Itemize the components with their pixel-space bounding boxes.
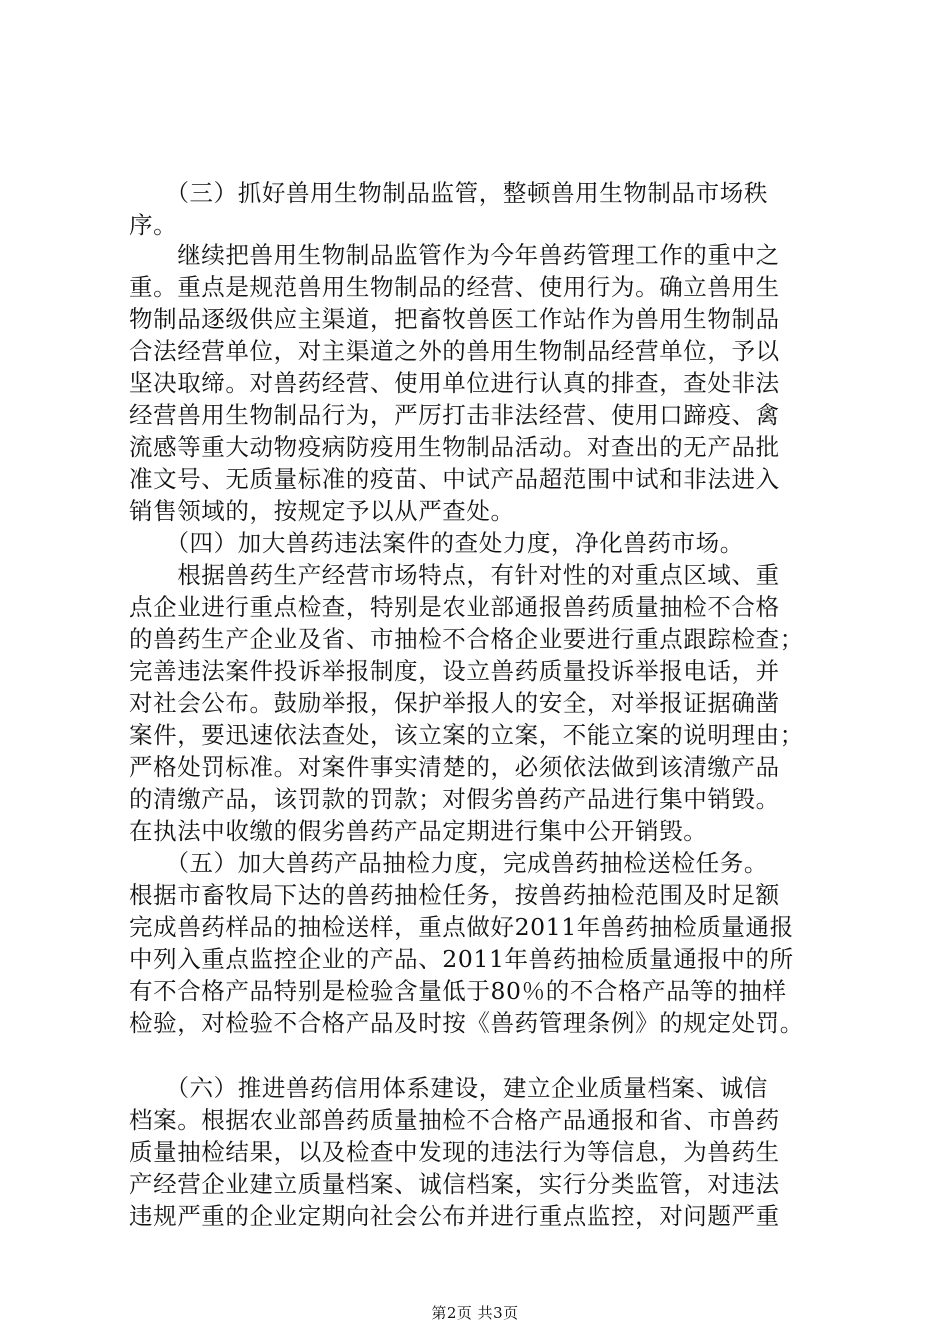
text-line: 完善违法案件投诉举报制度，设立兽药质量投诉举报电话，并 [129, 657, 780, 685]
text-line: 严格处罚标准。对案件事实清楚的，必须依法做到该清缴产品 [129, 753, 780, 781]
text-line: 经营兽用生物制品行为，严厉打击非法经营、使用口蹄疫、禽 [129, 401, 780, 429]
text-line: 档案。根据农业部兽药质量抽检不合格产品通报和省、市兽药 [129, 1106, 780, 1134]
text-line: 销售领域的，按规定予以从严查处。 [129, 497, 515, 525]
text-line: 合法经营单位，对主渠道之外的兽用生物制品经营单位，予以 [129, 337, 780, 365]
text-line: 质量抽检结果，以及检查中发现的违法行为等信息，为兽药生 [129, 1138, 780, 1166]
text-line: 根据兽药生产经营市场特点，有针对性的对重点区域、重 [129, 561, 780, 589]
text-line: 产经营企业建立质量档案、诚信档案，实行分类监管，对违法 [129, 1170, 780, 1198]
text-line: 在执法中收缴的假劣兽药产品定期进行集中公开销毁。 [129, 817, 708, 845]
text-line: 物制品逐级供应主渠道，把畜牧兽医工作站作为兽用生物制品 [129, 305, 780, 333]
page-footer: 第2页 共3页 [431, 1304, 519, 1322]
text-line: 检验，对检验不合格产品及时按《兽药管理条例》的规定处罚。 [129, 1009, 804, 1037]
text-line: 继续把兽用生物制品监管作为今年兽药管理工作的重中之 [129, 241, 780, 269]
text-line: 点企业进行重点检查，特别是农业部通报兽药质量抽检不合格 [129, 593, 780, 621]
section-heading: （四）加大兽药违法案件的查处力度，净化兽药市场。 [129, 529, 744, 557]
text-line: 流感等重大动物疫病防疫用生物制品活动。对查出的无产品批 [129, 433, 780, 461]
text-line: 案件，要迅速依法查处，该立案的立案，不能立案的说明理由； [129, 721, 804, 749]
section-heading: （六）推进兽药信用体系建设，建立企业质量档案、诚信 [129, 1074, 768, 1102]
text-line: 的清缴产品，该罚款的罚款；对假劣兽药产品进行集中销毁。 [129, 785, 780, 813]
text-line: 序。 [129, 211, 178, 239]
text-line: （三）抓好兽用生物制品监管，整顿兽用生物制品市场秩 [129, 179, 768, 207]
text-line: 的兽药生产企业及省、市抽检不合格企业要进行重点跟踪检查； [129, 625, 804, 653]
section-heading: （五）加大兽药产品抽检力度，完成兽药抽检送检任务。 [129, 849, 768, 877]
text-line: 完成兽药样品的抽检送样，重点做好2011年兽药抽检质量通报 [129, 913, 794, 941]
text-line: 违规严重的企业定期向社会公布并进行重点监控，对问题严重 [129, 1202, 780, 1230]
text-line: 有不合格产品特别是检验含量低于80％的不合格产品等的抽样 [129, 977, 787, 1005]
text-line: 坚决取缔。对兽药经营、使用单位进行认真的排查，查处非法 [129, 369, 780, 397]
text-line: 准文号、无质量标准的疫苗、中试产品超范围中试和非法进入 [129, 465, 780, 493]
text-line: 根据市畜牧局下达的兽药抽检任务，按兽药抽检范围及时足额 [129, 881, 780, 909]
text-line: 对社会公布。鼓励举报，保护举报人的安全，对举报证据确凿 [129, 689, 780, 717]
text-line: 重。重点是规范兽用生物制品的经营、使用行为。确立兽用生 [129, 273, 780, 301]
text-line: 中列入重点监控企业的产品、2011年兽药抽检质量通报中的所 [129, 945, 794, 973]
